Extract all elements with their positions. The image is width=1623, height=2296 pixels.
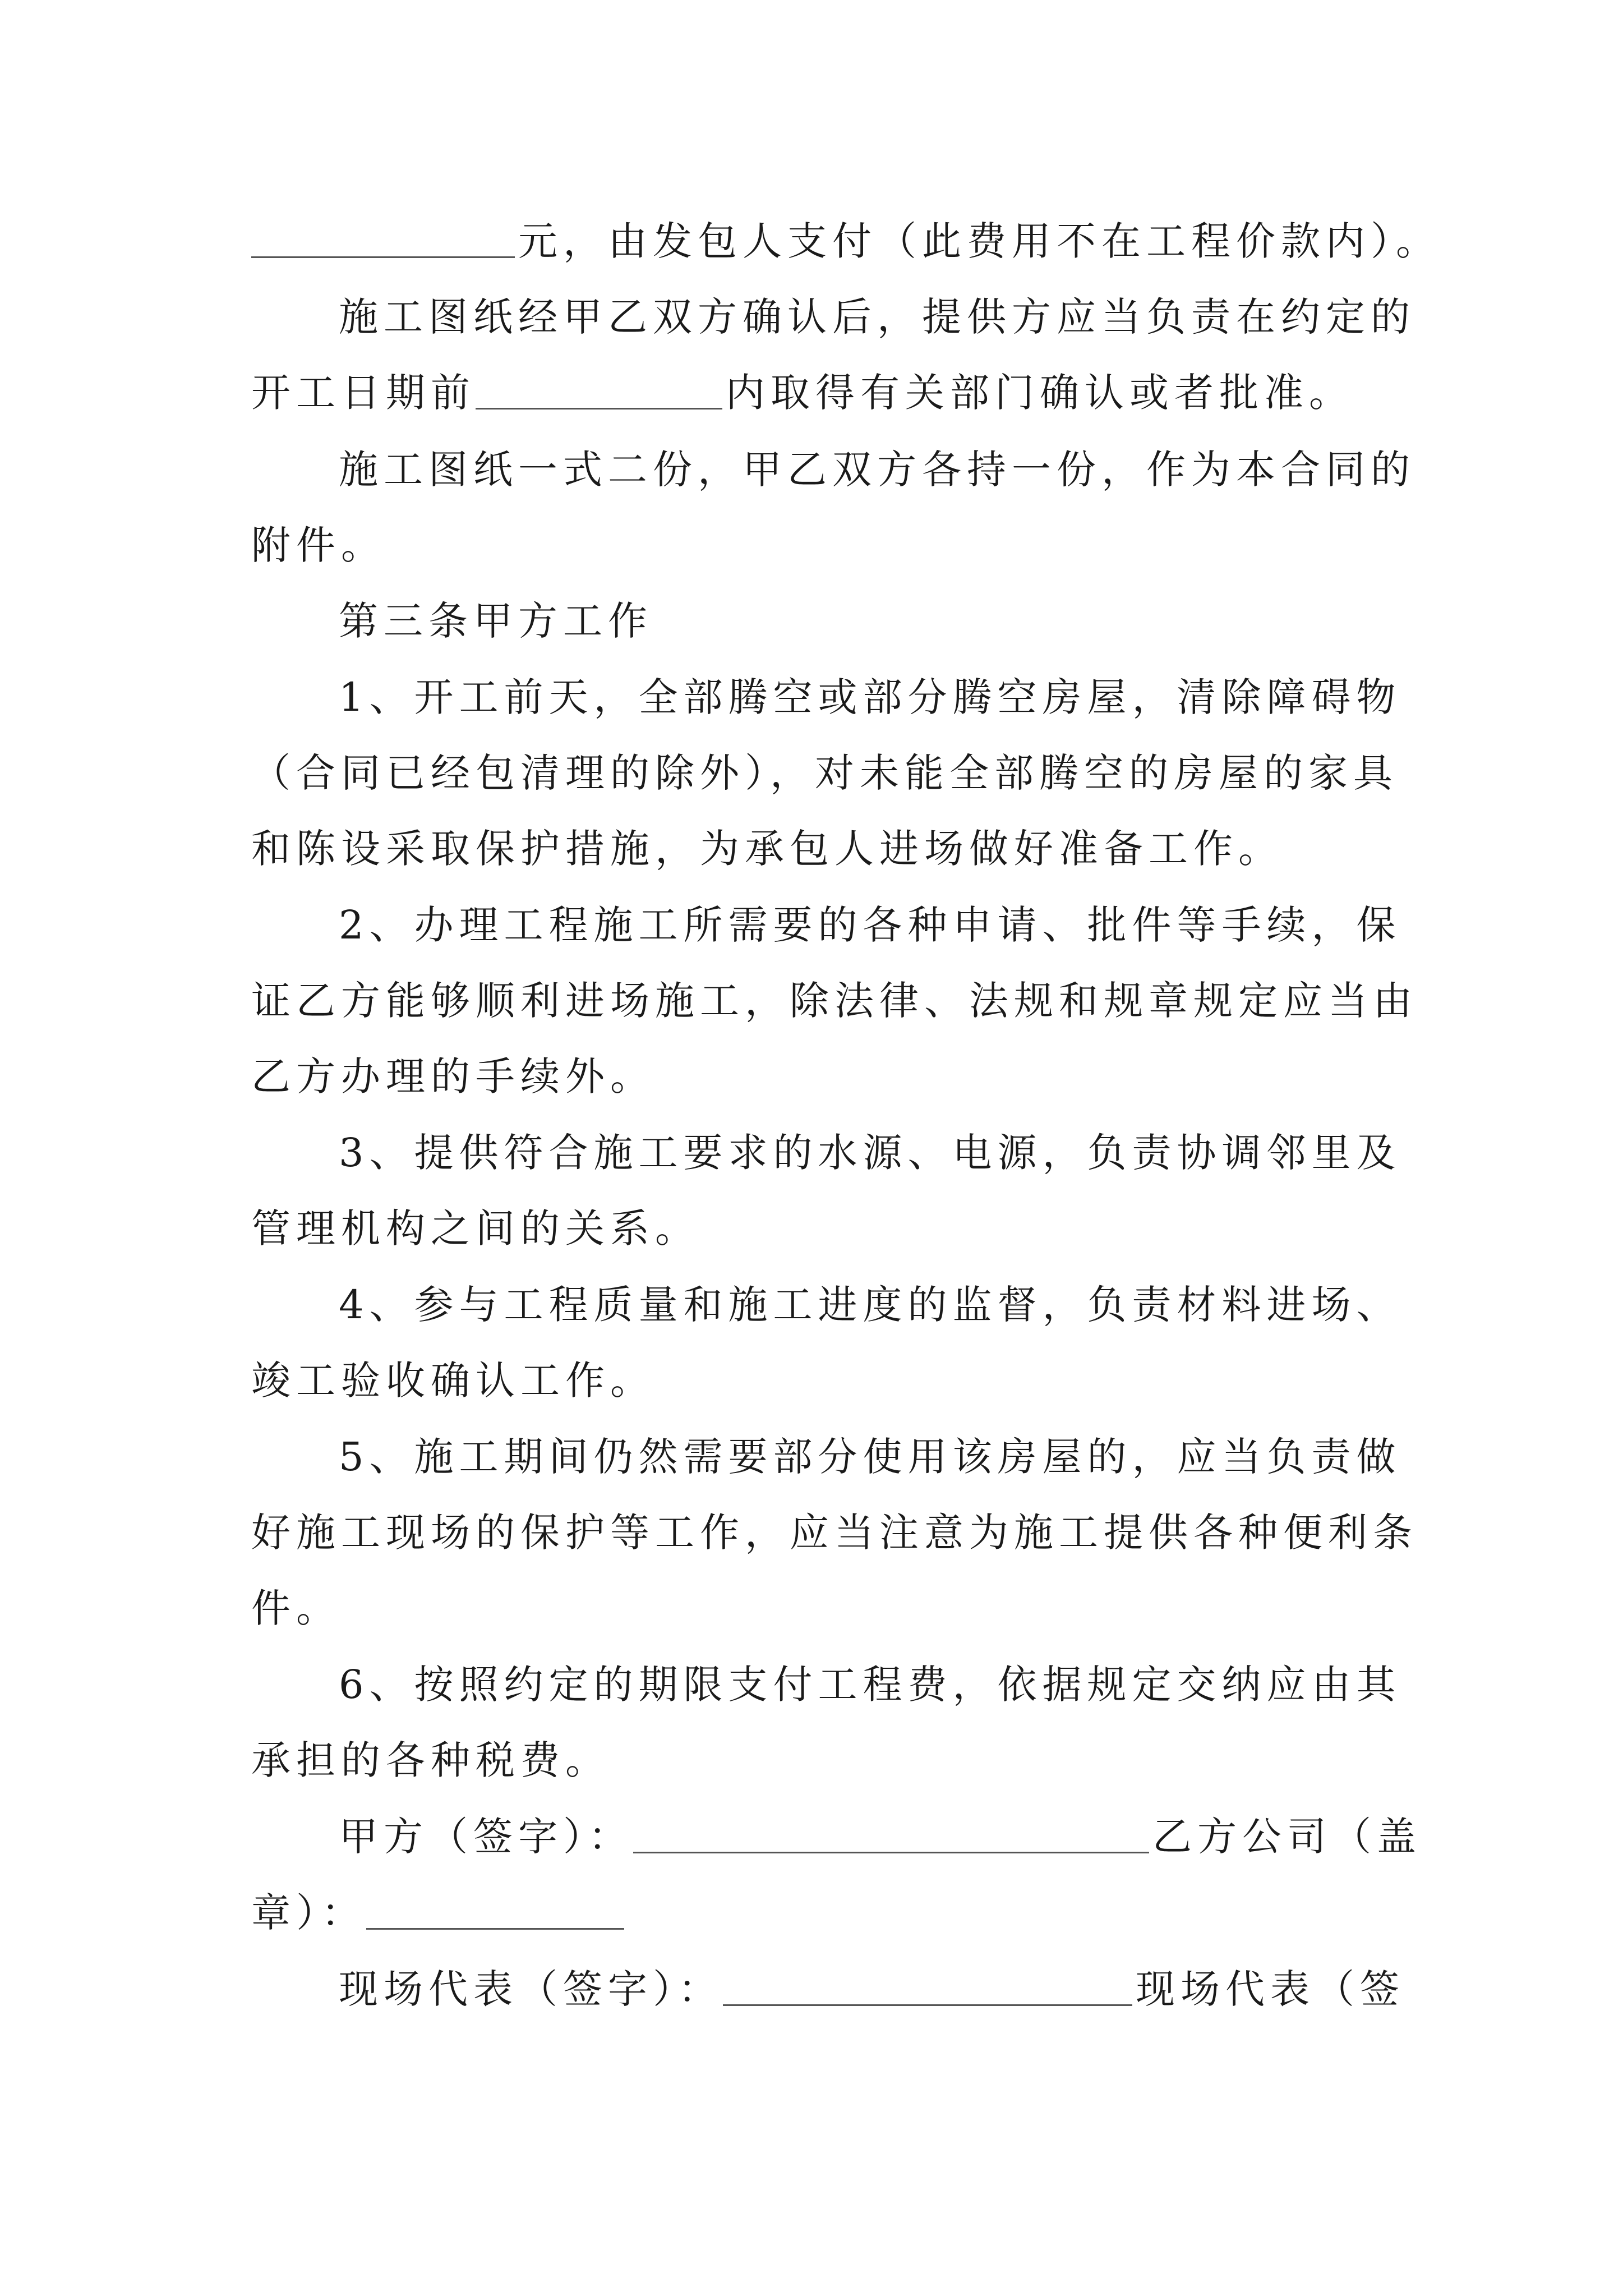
line-prefix: 甲方（签字）：: [339, 1814, 633, 1860]
paragraph-line: [251, 1347, 1390, 1414]
paragraph-line: [251, 208, 1441, 275]
fill-in-blank: [476, 369, 722, 409]
paragraph-line: [251, 1043, 1390, 1110]
signature-blank: [723, 1965, 1132, 2006]
paragraph-line: [251, 967, 1418, 1034]
line-text: 证乙方能够顺利进场施工，除法律、法规和规章规定应当由: [251, 978, 1418, 1024]
line-text: 乙方办理的手续外。: [251, 1053, 655, 1099]
line-text: 管理机构之间的关系。: [251, 1205, 700, 1251]
line-text: 5、施工期间仍然需要部分使用该房屋的，应当负责做: [339, 1434, 1401, 1480]
paragraph-line: [339, 891, 1401, 959]
line-text: 竣工验收确认工作。: [251, 1358, 655, 1404]
line-text: 元，由发包人支付（此费用不在工程价款内）。: [518, 218, 1441, 264]
signature-blank: [633, 1812, 1149, 1853]
line-text: 6、按照约定的期限支付工程费，依据规定交纳应由其: [339, 1662, 1401, 1708]
line-prefix: 现场代表（签字）：: [339, 1966, 723, 2012]
paragraph-line: [251, 739, 1398, 807]
line-text: 2、办理工程施工所需要的各种申请、批件等手续，保: [339, 902, 1401, 948]
line-text: （合同已经包清理的除外），对未能全部腾空的房屋的家具: [251, 750, 1398, 796]
line-text: 3、提供符合施工要求的水源、电源，负责协调邻里及: [339, 1130, 1401, 1176]
paragraph-line: [339, 1423, 1401, 1490]
section-heading: [339, 587, 1390, 655]
signature-blank: [366, 1889, 624, 1930]
paragraph-line: [339, 436, 1415, 503]
line-text: 承担的各种税费。: [251, 1737, 610, 1783]
paragraph-line: [339, 664, 1401, 731]
line-text: 件。: [251, 1585, 341, 1631]
paragraph-line: [339, 1119, 1401, 1186]
paragraph-line: [251, 815, 1390, 882]
paragraph-line: [339, 1271, 1401, 1338]
paragraph-line: [251, 359, 1390, 426]
paragraph-line: [251, 512, 1390, 579]
line-prefix: 章）：: [251, 1890, 366, 1936]
paragraph-line: [339, 1651, 1401, 1718]
paragraph-line: [251, 1499, 1418, 1566]
line-text: 第三条甲方工作: [339, 598, 653, 644]
signature-line-seal: [251, 1879, 1390, 1947]
line-prefix: 开工日期前: [251, 370, 476, 416]
paragraph-line: [251, 1727, 1390, 1794]
signature-line-party-a: [339, 1803, 1422, 1870]
line-text: 施工图纸经甲乙双方确认后，提供方应当负责在约定的: [339, 294, 1415, 340]
line-text: 附件。: [251, 522, 386, 568]
paragraph-line: [339, 283, 1415, 351]
line-text: 4、参与工程质量和施工进度的监督，负责材料进场、: [339, 1282, 1401, 1328]
line-text: 1、开工前天，全部腾空或部分腾空房屋，清除障碍物: [339, 674, 1401, 720]
paragraph-line: [251, 1575, 1390, 1642]
fill-in-blank: [251, 217, 515, 258]
line-text: 好施工现场的保护等工作，应当注意为施工提供各种便利条: [251, 1510, 1418, 1556]
line-text: 内取得有关部门确认或者批准。: [726, 370, 1354, 416]
signature-line-site-rep: [339, 1955, 1405, 2023]
line-text: 乙方公司（盖: [1152, 1814, 1422, 1860]
line-text: 施工图纸一式二份，甲乙双方各持一份，作为本合同的: [339, 447, 1415, 493]
paragraph-line: [251, 1195, 1390, 1262]
line-text: 现场代表（签: [1136, 1966, 1405, 2012]
line-text: 和陈设采取保护措施，为承包人进场做好准备工作。: [251, 826, 1283, 872]
